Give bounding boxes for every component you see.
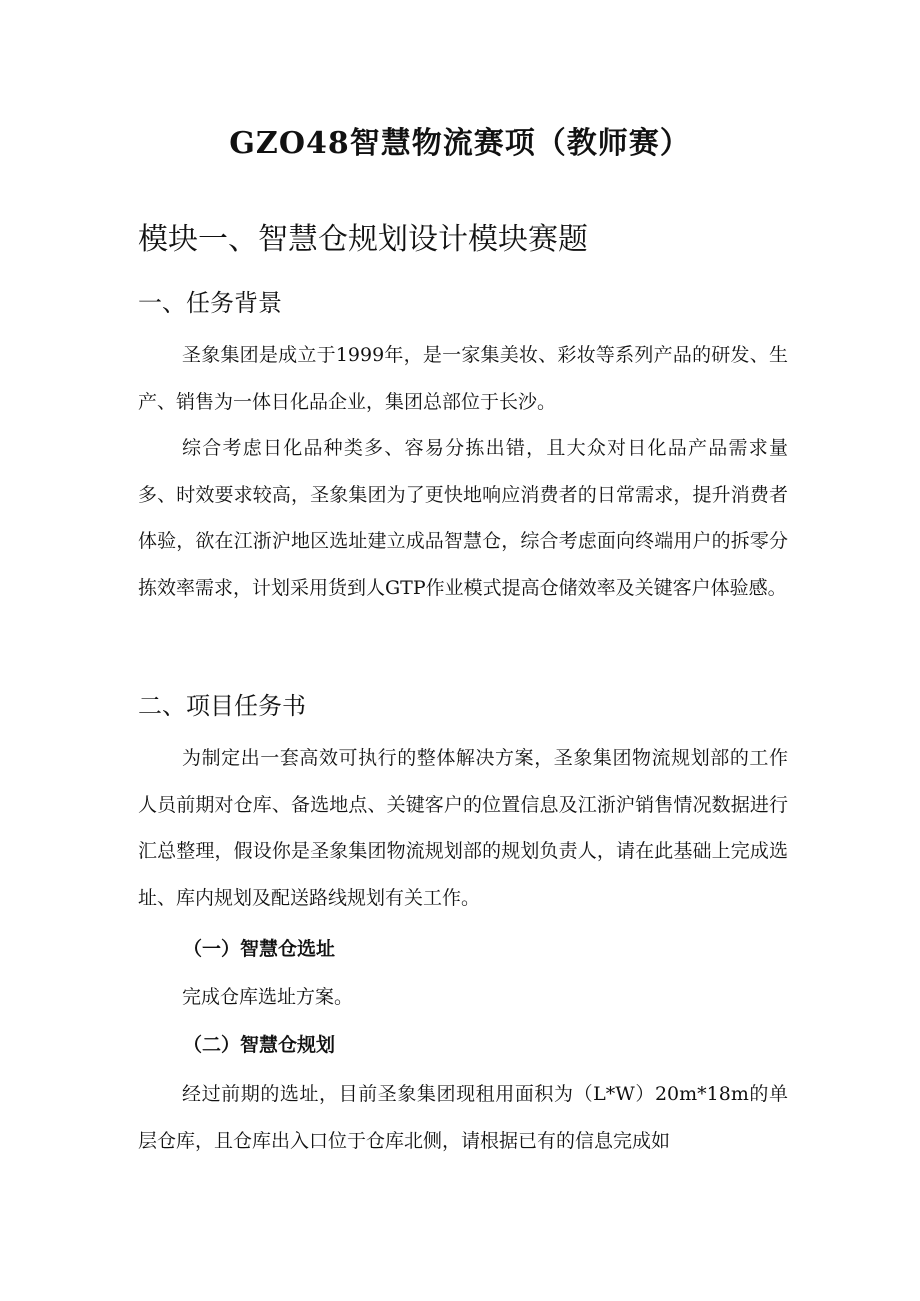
subsection-heading-warehouse-planning: （二）智慧仓规划 [183, 1034, 336, 1056]
subsection-heading-site-selection: （一）智慧仓选址 [183, 938, 336, 960]
module-heading: 模块一、智慧仓规划设计模块赛题 [138, 222, 588, 257]
site-selection-text: 完成仓库选址方案。 [182, 986, 354, 1008]
section-heading-background: 一、任务背景 [138, 289, 282, 317]
background-paragraph-1: 圣象集团是成立于1999年，是一家集美妆、彩妆等系列产品的研发、生产、销售为一体日化品企业，集团总部位于长沙。 [138, 344, 788, 413]
section-heading-task-book: 二、项目任务书 [138, 692, 306, 720]
warehouse-planning-paragraph: 经过前期的选址，目前圣象集团现租用面积为（L*W）20m*18m的单层仓库，且仓库出入口位于仓库北侧，请根据已有的信息完成如 [138, 1083, 788, 1152]
background-paragraph-2: 综合考虑日化品种类多、容易分拣出错，且大众对日化品产品需求量多、时效要求较高，圣象集团为了更快地响应消费者的日常需求，提升消费者体验，欲在江浙沪地区选址建立成品智慧仓，综合考虑面向终端用户的拆零分拣效率需求，计划采用货到人GTP作业模式提高仓储效率及关键客户体验感。 [138, 437, 788, 599]
task-book-paragraph: 为制定出一套高效可执行的整体解决方案，圣象集团物流规划部的工作人员前期对仓库、备选地点、关键客户的位置信息及江浙沪销售情况数据进行汇总整理，假设你是圣象集团物流规划部的规划负责人，请在此基础上完成选址、库内规划及配送路线规划有关工作。 [138, 747, 788, 909]
document-title: GZO48智慧物流赛项（教师赛） [229, 126, 691, 161]
